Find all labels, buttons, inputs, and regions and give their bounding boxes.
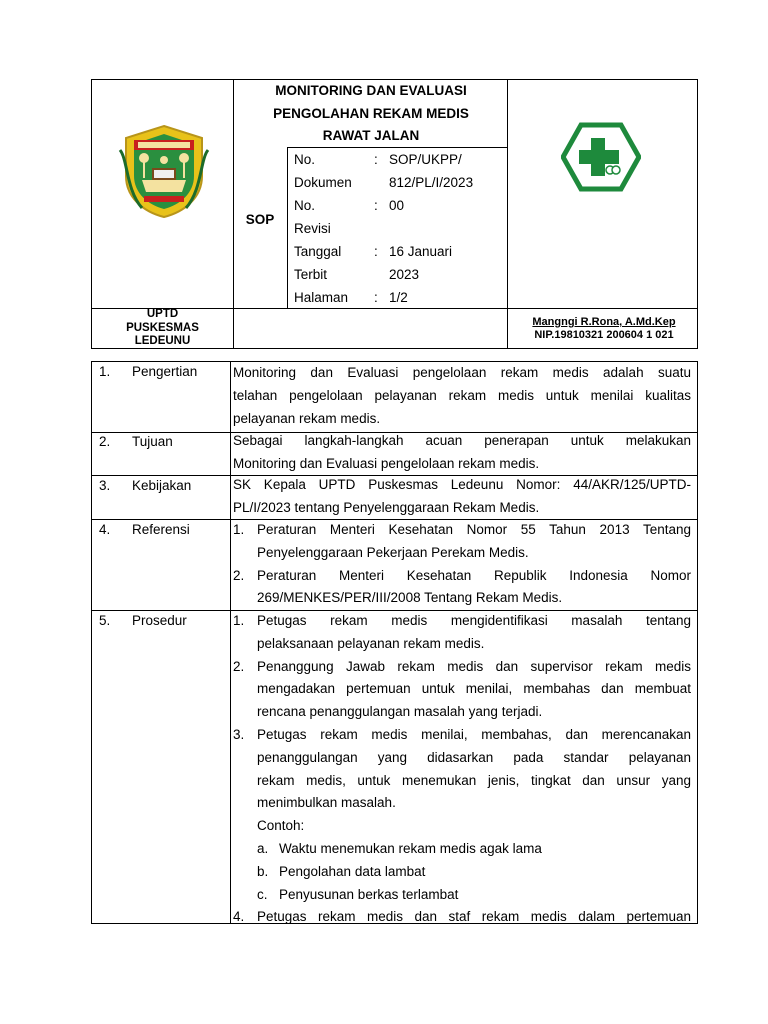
text-line: 269/MENKES/PER/III/2008 Tentang Rekam Medis. <box>257 590 563 606</box>
text-line: menimbulkan masalah. <box>257 795 396 811</box>
item-number: 2. <box>233 567 245 583</box>
example-item <box>233 838 691 861</box>
text-line: telahan pengelolaan pelayanan rekam medis untuk menilai kualitas <box>233 387 691 403</box>
section-number: 3. <box>99 478 111 493</box>
example-text: Pengolahan data lambat <box>279 863 426 879</box>
text-line: pelayanan rekam medis. <box>233 410 381 426</box>
section-kebijakan-text <box>233 474 691 520</box>
signer-block <box>509 316 699 342</box>
org-line: UPTD <box>146 308 179 320</box>
meta-key: Dokumen <box>294 175 352 190</box>
item-number: 1. <box>233 613 245 628</box>
example-item <box>233 861 691 884</box>
section-tujuan-text <box>233 430 691 476</box>
meta-key: No. <box>294 152 316 167</box>
signer-name: Mangngi R.Rona, A.Md.Kep <box>532 316 676 328</box>
meta-value: 812/PL/I/2023 <box>389 175 474 190</box>
example-letter: a. <box>257 840 269 856</box>
example-label: Contoh: <box>257 818 305 834</box>
column-divider <box>230 362 231 923</box>
org-line: PUSKESMAS <box>126 321 199 334</box>
section-referensi-list <box>233 519 691 610</box>
list-item <box>233 610 691 633</box>
section-label: Referensi <box>132 522 190 537</box>
sop-header-table <box>91 79 698 349</box>
signer-nip: NIP.19810321 200604 1 021 <box>534 329 674 341</box>
example-item <box>233 884 691 907</box>
title-line: RAWAT JALAN <box>322 128 420 143</box>
item-number: 1. <box>233 522 245 537</box>
meta-colon: : <box>374 198 378 213</box>
text-line: penanggulangan yang didasarkan pada standar pelayanan <box>257 749 691 765</box>
meta-key: Halaman <box>294 290 349 305</box>
item-text: Peraturan Menteri Kesehatan Republik Indonesia Nomor <box>257 567 691 583</box>
meta-value: 16 Januari <box>389 244 453 259</box>
list-item <box>233 519 691 542</box>
meta-colon: : <box>374 290 378 305</box>
organization-name <box>92 308 233 349</box>
list-item <box>233 724 691 747</box>
item-number: 2. <box>233 658 245 674</box>
item-text: Petugas rekam medis mengidentifikasi masalah tentang <box>257 613 691 628</box>
regional-emblem-logo <box>114 120 214 220</box>
section-number: 2. <box>99 434 111 449</box>
sop-label: SOP <box>245 212 275 227</box>
section-label: Prosedur <box>132 613 187 628</box>
text-line: pelaksanaan pelayanan rekam medis. <box>257 635 485 651</box>
list-item <box>233 906 691 929</box>
text-line: SK Kepala UPTD Puskesmas Ledeunu Nomor: 44/AKR/125/UPTD- <box>233 477 691 492</box>
meta-key: Revisi <box>294 221 331 236</box>
section-pengertian-text <box>233 362 691 430</box>
meta-key: Terbit <box>294 267 328 282</box>
header-divider <box>287 147 288 308</box>
text-line: rekam medis, untuk menemukan jenis, tingkat dan unsur yang <box>257 772 691 788</box>
title-line: MONITORING DAN EVALUASI <box>275 83 467 98</box>
section-number: 1. <box>99 364 111 379</box>
item-text: Petugas rekam medis dan staf rekam medis dalam pertemuan <box>257 909 691 925</box>
text-line: Sebagai langkah-langkah acuan penerapan untuk melakukan <box>233 433 691 448</box>
meta-value: 2023 <box>389 267 420 282</box>
section-number: 4. <box>99 522 111 537</box>
section-label: Tujuan <box>132 434 173 449</box>
list-item <box>233 565 691 588</box>
example-text: Penyusunan berkas terlambat <box>279 886 459 902</box>
meta-key: Tanggal <box>294 244 342 259</box>
org-line: LEDEUNU <box>134 335 191 347</box>
title-line: PENGOLAHAN REKAM MEDIS <box>273 105 469 121</box>
item-text: Penanggung Jawab rekam medis dan supervisor rekam medis <box>257 658 691 674</box>
example-text: Waktu menemukan rekam medis agak lama <box>279 840 542 856</box>
meta-key: No. <box>294 198 316 213</box>
item-text: Petugas rekam medis menilai, membahas, dan merencanakan <box>257 726 691 742</box>
list-item <box>233 656 691 679</box>
document-title <box>235 80 507 148</box>
meta-colon: : <box>374 244 378 259</box>
text-line: mengadakan pertemuan untuk menilai, membahas dan membuat <box>257 681 691 697</box>
meta-value: 00 <box>389 198 405 213</box>
meta-value: 1/2 <box>389 290 408 305</box>
section-number: 5. <box>99 613 111 628</box>
text-line: Monitoring dan Evaluasi pengelolaan rekam medis. <box>233 455 540 471</box>
item-text: Peraturan Menteri Kesehatan Nomor 55 Tahun 2013 Tentang <box>257 522 691 537</box>
text-line: rencana penanggulangan masalah yang terjadi. <box>257 704 543 720</box>
section-label: Kebijakan <box>132 478 192 493</box>
puskesmas-logo <box>561 122 641 192</box>
sop-content-table <box>91 361 698 924</box>
text-line: Penyelenggaraan Pekerjaan Perekam Medis. <box>257 544 529 560</box>
example-letter: c. <box>257 886 268 902</box>
text-line: Monitoring dan Evaluasi pengelolaan rekam medis adalah suatu <box>233 365 691 380</box>
section-prosedur-list <box>233 610 691 929</box>
item-number: 3. <box>233 726 245 742</box>
item-number: 4. <box>233 909 245 925</box>
meta-value: SOP/UKPP/ <box>389 152 462 167</box>
section-label: Pengertian <box>132 364 198 379</box>
example-letter: b. <box>257 863 269 879</box>
meta-colon: : <box>374 152 378 167</box>
text-line: PL/I/2023 tentang Penyelenggaraan Rekam Medis. <box>233 499 540 515</box>
